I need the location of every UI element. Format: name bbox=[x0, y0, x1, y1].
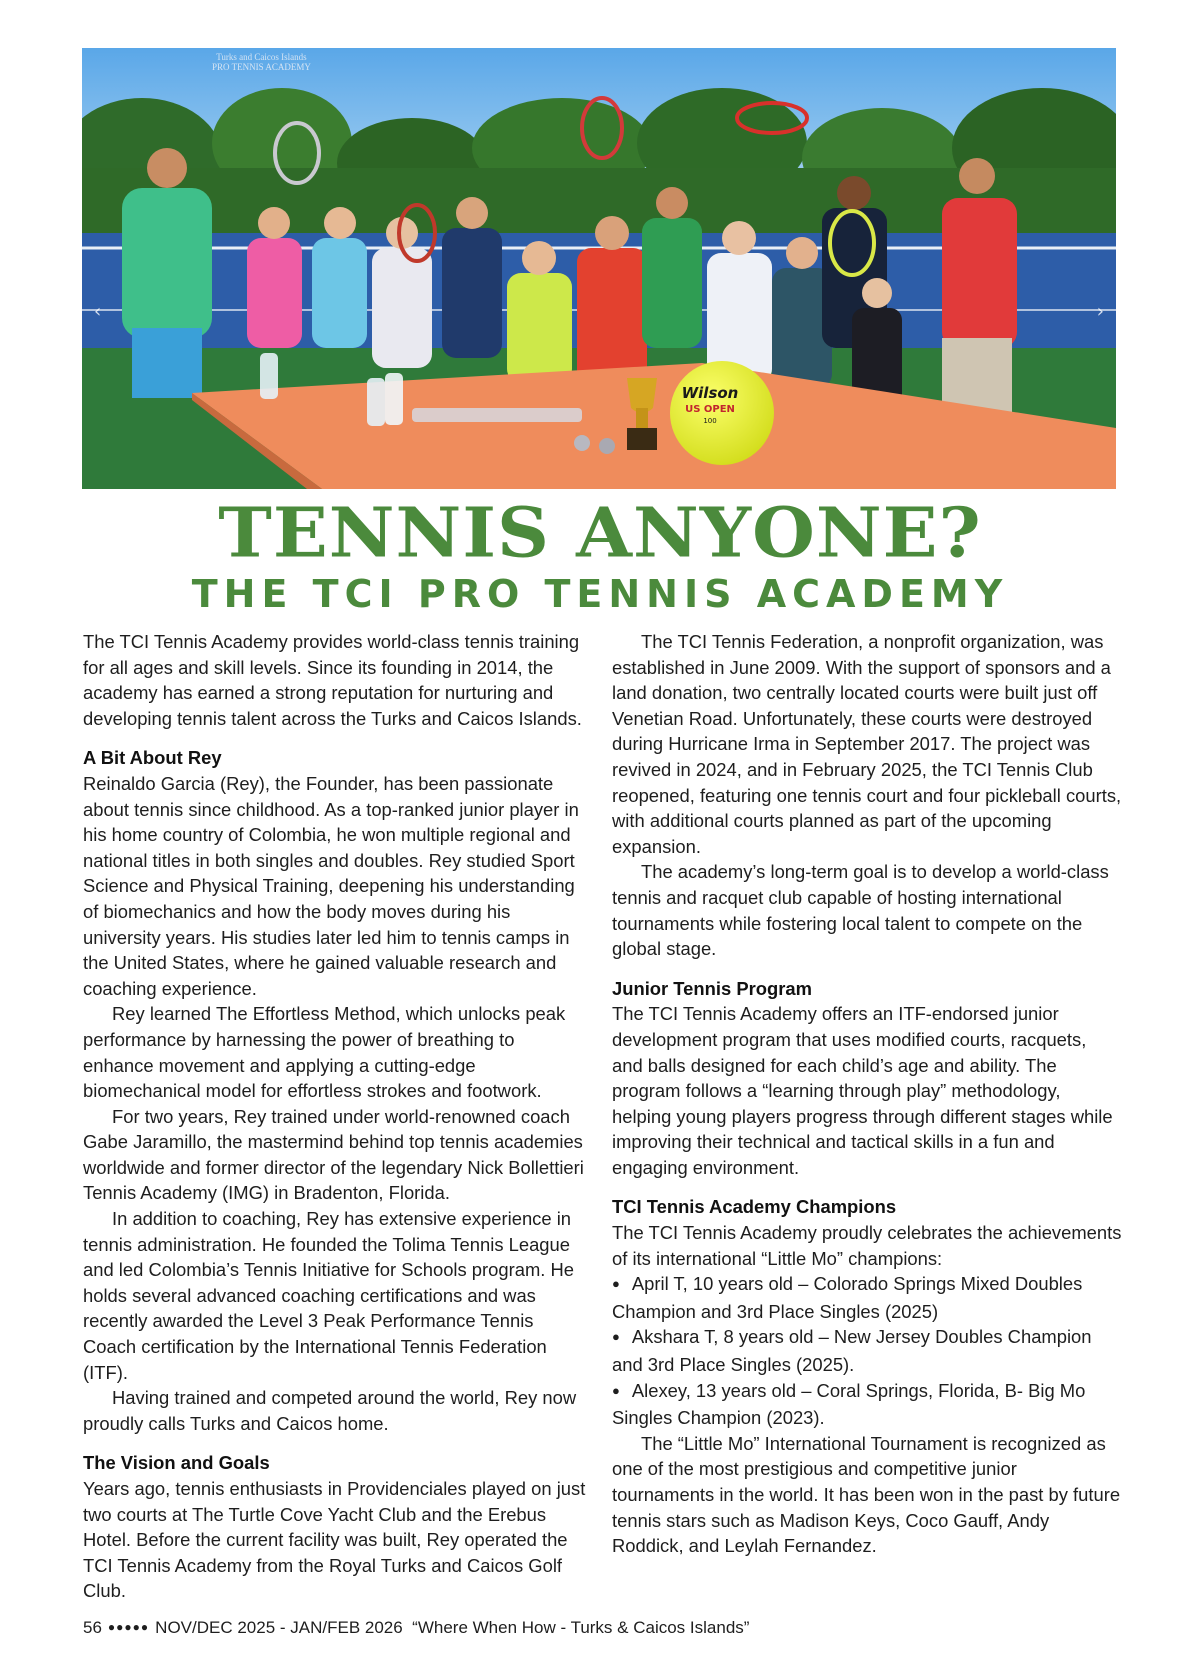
group-photo-illustration bbox=[82, 48, 1116, 489]
junior-paragraph: The TCI Tennis Academy offers an ITF-endorsed junior development program that uses modified courts, racquets, and balls designed for each child’s age and ability. The program follows a “learning through play” methodology, helping young players progress through different stages while improving their technical and tactical skills in a fun and engaging environment. bbox=[612, 1003, 1113, 1178]
rey-paragraph-1: Reinaldo Garcia (Rey), the Founder, has been passionate about tennis since childhood. As a top-ranked junior player in his home country of Colombia, he won multiple regional and national titles in both singles and doubles. Rey studied Sport Science and Physical Training, deepening his understanding of biomechanics and how the body moves during his university years. His studies later led him to tennis camps in the United States, where he gained valuable research and coaching experience. bbox=[83, 772, 579, 999]
article-title: TENNIS ANYONE? bbox=[218, 492, 982, 573]
champion-list-item: ● April T, 10 years old – Colorado Springs Mixed Doubles Champion and 3rd Place Singles (2025) bbox=[612, 1271, 1122, 1324]
champions-heading: TCI Tennis Academy Champions bbox=[612, 1196, 897, 1218]
footer-dots: ●●●●● bbox=[107, 1620, 150, 1634]
footer-issue: NOV/DEC 2025 - JAN/FEB 2026 bbox=[155, 1618, 403, 1637]
watermark-line: PRO TENNIS ACADEMY bbox=[212, 62, 311, 72]
rey-paragraph-4: In addition to coaching, Rey has extensive experience in tennis administration. He founded the Tolima Tennis League and led Colombia’s Tennis Initiative for Schools program. He holds several advanced coaching certifications and was recently awarded the Level 3 Peak Performance Tennis Coach certification by the International Tennis Federation (ITF). bbox=[83, 1208, 575, 1383]
champions-intro: The TCI Tennis Academy proudly celebrates the achievements of its international “Little Mo” champions: bbox=[612, 1222, 1122, 1269]
federation-paragraph-2: The academy’s long-term goal is to develop a world-class tennis and racquet club capable of hosting international tournaments while fostering local talent to compete on the global stage. bbox=[612, 861, 1109, 960]
intro-paragraph: The TCI Tennis Academy provides world-class tennis training for all ages and skill levels. Since its founding in 2014, the academy has earned a strong reputation for nurturing and developing tennis talent across the Turks and Caicos Islands. bbox=[83, 631, 582, 729]
hero-photo bbox=[82, 48, 1116, 489]
watermark-line: Turks and Caicos Islands bbox=[216, 52, 307, 62]
ball-number: 100 bbox=[703, 417, 717, 425]
little-mo-paragraph: The “Little Mo” International Tournament is recognized as one of the most prestigious and competitive junior tournaments in the world. It has been won in the past by future tennis stars such as Madison Keys, Coco Gauff, Andy Roddick, and Leylah Fernandez. bbox=[612, 1432, 1121, 1557]
water-bottle bbox=[367, 378, 385, 426]
rey-heading: A Bit About Rey bbox=[83, 747, 222, 769]
carousel-next-arrow-icon[interactable]: › bbox=[1096, 301, 1104, 322]
rey-paragraph-2: Rey learned The Effortless Method, which unlocks peak performance by harnessing the power of breathing to enhance movement and applying a cutting-edge biomechanical model for effortless strokes and footwork. bbox=[83, 1003, 566, 1102]
ball-text: US OPEN bbox=[685, 404, 735, 415]
vision-heading: The Vision and Goals bbox=[83, 1452, 270, 1474]
water-bottle bbox=[385, 373, 403, 425]
left-column bbox=[83, 629, 588, 1604]
water-bottle bbox=[260, 353, 278, 399]
page-number: 56 bbox=[83, 1618, 102, 1637]
right-column bbox=[612, 629, 1122, 1559]
federation-paragraph-1: The TCI Tennis Federation, a nonprofit organization, was established in June 2009. With the support of sponsors and a land donation, two centrally located courts were built just off Venetian Road. Unfortunately, these courts were destroyed during Hurricane Irma in September 2017. The project was revived in 2024, and in February 2025, the TCI Tennis Club reopened, featuring one tennis court and four pickleball courts, with additional courts planned as part of the upcoming expansion. bbox=[612, 631, 1122, 857]
page-footer bbox=[83, 1617, 749, 1640]
article-subtitle: THE TCI PRO TENNIS ACADEMY bbox=[191, 572, 1009, 616]
carousel-prev-arrow-icon[interactable]: ‹ bbox=[94, 301, 102, 322]
champion-list-item: ● Akshara T, 8 years old – New Jersey Doubles Champion and 3rd Place Singles (2025). bbox=[612, 1324, 1122, 1377]
rey-paragraph-5: Having trained and competed around the world, Rey now proudly calls Turks and Caicos home. bbox=[83, 1387, 577, 1434]
rey-paragraph-3: For two years, Rey trained under world-renowned coach Gabe Jaramillo, the mastermind behind top tennis academies worldwide and former director of the legendary Nick Bollettieri Tennis Academy (IMG) in Bradenton, Florida. bbox=[83, 1105, 584, 1204]
photo-watermark bbox=[212, 52, 311, 72]
footer-publication: “Where When How - Turks & Caicos Islands” bbox=[412, 1618, 750, 1637]
champion-list-item: ● Alexey, 13 years old – Coral Springs, Florida, B- Big Mo Singles Champion (2023). bbox=[612, 1378, 1122, 1431]
vision-paragraph: Years ago, tennis enthusiasts in Providenciales played on just two courts at The Turtle Cove Yacht Club and the Erebus Hotel. Before the current facility was built, Rey operated the TCI Tennis Academy from the Royal Turks and Caicos Golf Club. bbox=[83, 1478, 586, 1602]
ball-brand: Wilson bbox=[681, 384, 739, 402]
junior-heading: Junior Tennis Program bbox=[612, 977, 812, 999]
